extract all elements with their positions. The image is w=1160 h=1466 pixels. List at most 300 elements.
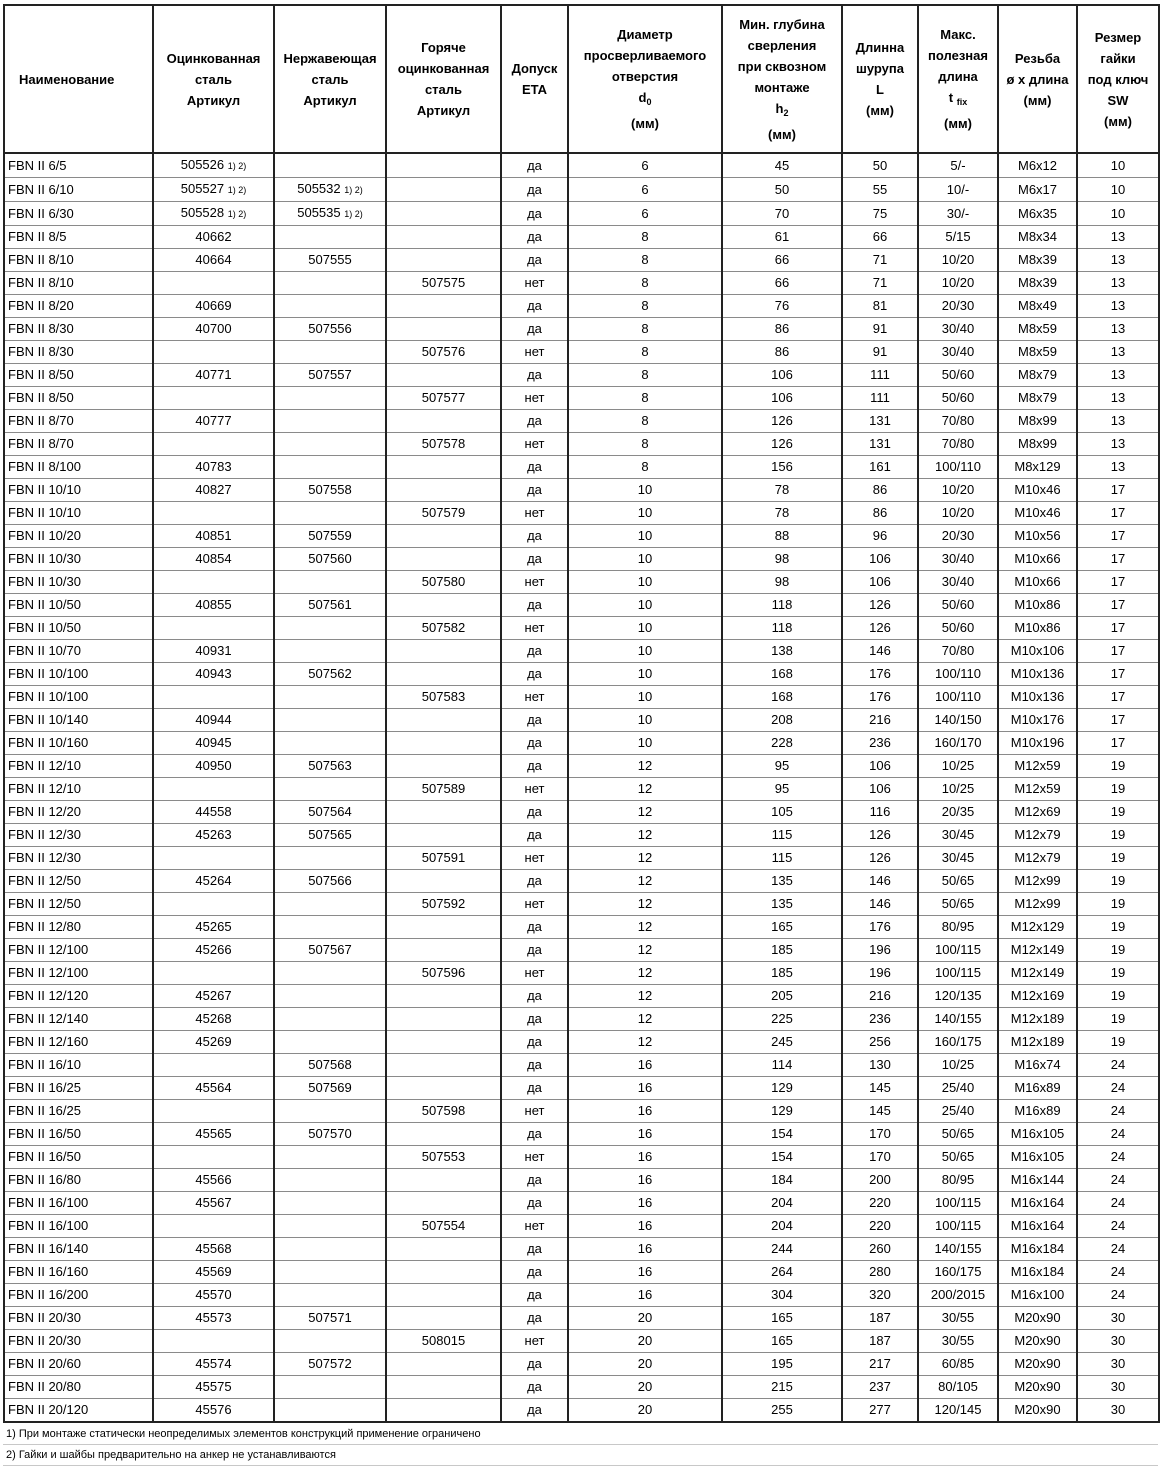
cell-wrench-value: 13 [1110,367,1126,382]
cell-wrench-value: 24 [1110,1241,1126,1256]
cell-name-value: FBN II 10/50 [8,620,81,635]
cell-name-value: FBN II 8/5 [8,229,67,244]
table-row [4,893,1159,916]
cell-galv-article-value: 45575 [195,1379,232,1394]
cell-depth-value: 208 [771,712,793,727]
cell-galv-article [153,272,274,295]
cell-diameter-value: 10 [637,735,653,750]
cell-fix-length [918,1261,998,1284]
cell-diameter [568,502,722,525]
cell-name [4,1146,153,1169]
cell-fix-length-value: 160/175 [934,1034,982,1049]
cell-name [4,1054,153,1077]
cell-wrench [1077,1399,1159,1423]
cell-fix-length-value: 160/175 [934,1264,982,1279]
cell-galv-article-value: 45570 [195,1287,232,1302]
cell-length [842,548,918,571]
cell-length-value: 237 [869,1379,891,1394]
cell-name [4,479,153,502]
cell-fix-length-value: 60/85 [941,1356,975,1371]
cell-diameter [568,1353,722,1376]
header-length [842,5,918,153]
cell-name-value: FBN II 8/10 [8,275,74,290]
cell-name-value: FBN II 10/30 [8,551,81,566]
cell-stainless-article-value: 507567 [308,942,352,957]
cell-stainless-article [274,778,386,801]
cell-wrench-value: 19 [1110,1011,1126,1026]
header-name-text: Наименование [19,71,115,87]
cell-galv-article [153,1008,274,1031]
cell-thread-value: M8x79 [1017,390,1058,405]
cell-depth [722,1284,842,1307]
cell-thread-value: M10x86 [1014,597,1061,612]
cell-wrench-value: 19 [1110,896,1126,911]
cell-thread [998,893,1077,916]
cell-thread [998,479,1077,502]
cell-name [4,709,153,732]
cell-wrench [1077,272,1159,295]
cell-length-value: 187 [869,1333,891,1348]
cell-depth-value: 205 [771,988,793,1003]
cell-name-value: FBN II 8/50 [8,390,74,405]
cell-wrench-value: 13 [1110,321,1126,336]
cell-stainless-article [274,1146,386,1169]
cell-name-value: FBN II 12/100 [8,965,89,980]
cell-eta [501,893,568,916]
cell-diameter-value: 16 [637,1287,653,1302]
cell-hotdip-article [386,341,501,364]
cell-fix-length [918,755,998,778]
cell-length-value: 126 [869,620,891,635]
cell-depth-value: 98 [774,551,790,566]
header-fix-unit: (мм) [944,116,972,131]
cell-fix-length [918,153,998,178]
cell-diameter [568,387,722,410]
cell-name-value: FBN II 6/5 [8,157,67,173]
cell-hotdip-article [386,640,501,663]
table-row [4,272,1159,295]
table-header [4,5,1159,153]
cell-galv-article [153,410,274,433]
cell-eta [501,709,568,732]
cell-fix-length-value: 10/25 [941,758,975,773]
header-diameter-line: отверстия [611,69,679,84]
cell-diameter-value: 10 [637,643,653,658]
cell-stainless-article [274,1192,386,1215]
cell-fix-length-value: 80/105 [938,1379,978,1394]
cell-thread-value: M6x17 [1017,181,1058,197]
cell-length [842,594,918,617]
cell-galv-article [153,1123,274,1146]
cell-diameter-value: 8 [641,459,649,474]
cell-wrench-value: 13 [1110,275,1126,290]
cell-eta-value: нет [524,574,545,589]
cell-diameter-value: 10 [637,666,653,681]
cell-stainless-article [274,847,386,870]
cell-depth-value: 154 [771,1126,793,1141]
cell-diameter [568,1238,722,1261]
cell-fix-length-value: 30/45 [941,850,975,865]
cell-galv-article [153,962,274,985]
cell-stainless-article [274,870,386,893]
cell-thread-value: M16x105 [1010,1126,1065,1141]
cell-stainless-article-value: 507570 [308,1126,352,1141]
cell-hotdip-article [386,387,501,410]
cell-diameter-value: 12 [637,873,653,888]
cell-name [4,1008,153,1031]
cell-galv-article-value: 45266 [195,942,232,957]
cell-diameter [568,433,722,456]
cell-galv-article-value: 40777 [195,413,232,428]
cell-fix-length-value: 80/95 [941,1172,975,1187]
cell-diameter [568,295,722,318]
cell-fix-length-value: 10/20 [941,275,975,290]
cell-name-value: FBN II 10/10 [8,482,81,497]
header-diameter-unit: (мм) [631,116,659,131]
cell-length [842,1307,918,1330]
cell-thread [998,295,1077,318]
cell-thread [998,1376,1077,1399]
cell-diameter [568,755,722,778]
cell-diameter [568,525,722,548]
cell-stainless-article-value: 507557 [308,367,352,382]
cell-diameter [568,640,722,663]
cell-diameter-value: 8 [641,390,649,405]
cell-hotdip-article [386,847,501,870]
table-row [4,525,1159,548]
cell-length [842,525,918,548]
cell-thread [998,272,1077,295]
cell-depth-value: 76 [774,298,790,313]
cell-galv-article [153,178,274,202]
cell-depth-value: 184 [771,1172,793,1187]
cell-galv-article [153,985,274,1008]
cell-length-value: 196 [869,942,891,957]
cell-thread-value: M12x149 [1010,965,1065,980]
cell-hotdip-article-value: 507591 [421,850,466,865]
cell-hotdip-article [386,571,501,594]
cell-depth [722,1307,842,1330]
cell-fix-length-value: 30/55 [941,1310,975,1325]
cell-fix-length-value: 70/80 [941,436,975,451]
cell-stainless-article-value: 507555 [308,252,352,267]
cell-length [842,709,918,732]
cell-name-value: FBN II 8/70 [8,436,74,451]
cell-name-value: FBN II 12/120 [8,988,89,1003]
cell-hotdip-article [386,479,501,502]
cell-name-value: FBN II 10/70 [8,643,81,658]
cell-stainless-article [274,1008,386,1031]
cell-stainless-article [274,364,386,387]
table-row [4,801,1159,824]
cell-hotdip-article-value: 507580 [421,574,466,589]
cell-wrench [1077,732,1159,755]
cell-fix-length-value: 10/20 [941,505,975,520]
cell-stainless-article [274,1169,386,1192]
cell-name-value: FBN II 8/30 [8,344,74,359]
cell-galv-article [153,1284,274,1307]
cell-thread-value: M10x136 [1010,666,1065,681]
cell-length [842,341,918,364]
cell-length [842,1353,918,1376]
cell-galv-article [153,1192,274,1215]
cell-eta-value: да [527,758,542,773]
cell-wrench [1077,686,1159,709]
cell-hotdip-article-value: 507575 [421,275,466,290]
cell-fix-length [918,985,998,1008]
cell-galv-article [153,525,274,548]
cell-wrench-value: 13 [1110,229,1126,244]
cell-length [842,686,918,709]
cell-eta-value: да [527,1310,542,1325]
cell-thread [998,617,1077,640]
cell-diameter [568,318,722,341]
cell-eta-value: да [527,551,542,566]
table-row [4,686,1159,709]
cell-galv-article [153,594,274,617]
cell-wrench [1077,847,1159,870]
cell-length-value: 216 [869,712,891,727]
cell-fix-length-value: 25/40 [941,1080,975,1095]
cell-name [4,433,153,456]
cell-thread-value: M10x66 [1014,574,1061,589]
header-hotdip-line: Горяче [421,40,466,55]
header-fix [918,5,998,153]
table-row [4,456,1159,479]
cell-galv-article [153,870,274,893]
cell-fix-length [918,1100,998,1123]
cell-diameter [568,1284,722,1307]
cell-eta-value: нет [524,850,545,865]
cell-diameter-value: 12 [637,850,653,865]
cell-depth [722,479,842,502]
cell-length [842,1330,918,1353]
cell-length [842,226,918,249]
cell-wrench [1077,1261,1159,1284]
header-stainless [274,5,386,153]
cell-hotdip-article [386,1169,501,1192]
cell-fix-length-value: 120/145 [934,1402,982,1417]
cell-name [4,387,153,410]
table-row [4,1169,1159,1192]
cell-fix-length [918,433,998,456]
cell-length-value: 50 [872,157,888,173]
table-row [4,594,1159,617]
cell-diameter [568,824,722,847]
cell-fix-length [918,1399,998,1423]
cell-name-value: FBN II 16/140 [8,1241,89,1256]
cell-depth-value: 255 [771,1402,793,1417]
cell-fix-length-value: 30/40 [941,344,975,359]
cell-galv-article [153,571,274,594]
cell-wrench [1077,1169,1159,1192]
header-stainless-line: сталь [311,71,349,87]
cell-eta [501,1376,568,1399]
cell-eta [501,985,568,1008]
cell-stainless-article [274,985,386,1008]
table-row [4,571,1159,594]
cell-diameter-value: 12 [637,896,653,911]
cell-diameter [568,663,722,686]
table-row [4,364,1159,387]
cell-thread-value: M8x129 [1014,459,1061,474]
cell-wrench [1077,1008,1159,1031]
cell-stainless-article [274,479,386,502]
cell-galv-article-value: 45269 [195,1034,232,1049]
table-row [4,341,1159,364]
cell-galv-article-value: 40771 [195,367,232,382]
cell-thread [998,571,1077,594]
cell-eta-value: нет [524,689,545,704]
cell-thread-value: M8x49 [1017,298,1058,313]
cell-depth-value: 98 [774,574,790,589]
cell-fix-length [918,525,998,548]
cell-name [4,525,153,548]
cell-diameter-value: 10 [637,597,653,612]
cell-galv-article-value: 45574 [195,1356,232,1371]
cell-thread [998,916,1077,939]
cell-length-value: 170 [869,1126,891,1141]
header-depth-line: сверления [747,37,817,53]
cell-thread-value: M10x136 [1010,689,1065,704]
cell-diameter [568,272,722,295]
cell-name [4,847,153,870]
cell-eta-value: да [527,942,542,957]
table-row [4,548,1159,571]
cell-wrench-value: 19 [1110,873,1126,888]
cell-wrench-value: 17 [1110,712,1126,727]
cell-depth [722,1330,842,1353]
cell-fix-length [918,1215,998,1238]
cell-diameter [568,686,722,709]
cell-eta-value: да [527,229,542,244]
cell-stainless-article [274,663,386,686]
cell-fix-length-value: 5/15 [945,229,971,244]
cell-depth-value: 135 [771,873,793,888]
table-row [4,1008,1159,1031]
cell-hotdip-article [386,893,501,916]
cell-eta [501,1261,568,1284]
cell-thread-value: M16x184 [1010,1241,1065,1256]
cell-thread-value: M8x59 [1017,321,1058,336]
cell-hotdip-article-value: 507589 [421,781,466,796]
cell-eta [501,1192,568,1215]
cell-stainless-article [274,1100,386,1123]
table-row [4,709,1159,732]
cell-diameter-value: 16 [637,1126,653,1141]
cell-wrench [1077,249,1159,272]
cell-length-value: 86 [872,505,888,520]
cell-stainless-article [274,1307,386,1330]
footnote-ref: 1) 2) [344,209,363,219]
cell-length-value: 280 [869,1264,891,1279]
cell-thread-value: M8x34 [1017,229,1058,244]
cell-diameter [568,1008,722,1031]
cell-thread [998,732,1077,755]
cell-depth-value: 138 [771,643,793,658]
cell-wrench [1077,456,1159,479]
cell-eta-value: нет [524,390,545,405]
cell-name [4,456,153,479]
cell-name-value: FBN II 20/120 [8,1402,89,1417]
table-row [4,617,1159,640]
cell-wrench [1077,364,1159,387]
cell-diameter [568,479,722,502]
cell-name-value: FBN II 16/80 [8,1172,81,1187]
cell-length [842,249,918,272]
cell-fix-length-value: 100/110 [934,666,982,681]
cell-galv-article [153,387,274,410]
cell-diameter-value: 10 [637,620,653,635]
cell-hotdip-article [386,1054,501,1077]
cell-galv-article [153,433,274,456]
cell-eta [501,548,568,571]
cell-fix-length-value: 30/40 [941,551,975,566]
cell-diameter [568,202,722,226]
cell-thread [998,1192,1077,1215]
table-row [4,318,1159,341]
cell-thread-value: M16x144 [1010,1172,1065,1187]
cell-galv-article-value: 45267 [195,988,232,1003]
cell-wrench-value: 19 [1110,850,1126,865]
cell-length-value: 131 [869,436,891,451]
cell-diameter-value: 16 [637,1172,653,1187]
cell-diameter-value: 16 [637,1264,653,1279]
cell-name [4,870,153,893]
cell-galv-article [153,732,274,755]
cell-wrench-value: 30 [1110,1402,1126,1417]
cell-length [842,1284,918,1307]
cell-wrench [1077,202,1159,226]
cell-name [4,410,153,433]
cell-depth-value: 228 [771,735,793,750]
cell-depth [722,433,842,456]
cell-wrench [1077,571,1159,594]
cell-galv-article [153,1054,274,1077]
cell-length [842,178,918,202]
cell-galv-article-value: 44558 [195,804,232,819]
cell-hotdip-article [386,1008,501,1031]
cell-depth-value: 156 [771,459,793,474]
cell-stainless-article [274,732,386,755]
cell-eta-value: нет [524,1149,545,1164]
cell-name [4,939,153,962]
cell-stainless-article [274,1261,386,1284]
cell-hotdip-article [386,410,501,433]
cell-diameter-value: 6 [641,205,649,221]
cell-stainless-article-value: 507556 [308,321,352,336]
cell-length [842,1031,918,1054]
cell-length-value: 236 [869,1011,891,1026]
cell-stainless-article-value: 507559 [308,528,352,543]
cell-thread [998,870,1077,893]
cell-name [4,202,153,226]
cell-eta-value: да [527,666,542,681]
cell-name [4,178,153,202]
cell-fix-length [918,295,998,318]
cell-thread-value: M16x100 [1010,1287,1065,1302]
cell-length [842,640,918,663]
cell-galv-article [153,640,274,663]
cell-eta [501,272,568,295]
cell-fix-length-value: 50/60 [941,620,975,635]
cell-galv-article-value: 40855 [195,597,232,612]
cell-wrench [1077,295,1159,318]
cell-eta [501,202,568,226]
cell-name-value: FBN II 8/50 [8,367,74,382]
cell-fix-length [918,318,998,341]
cell-wrench-value: 17 [1110,574,1126,589]
